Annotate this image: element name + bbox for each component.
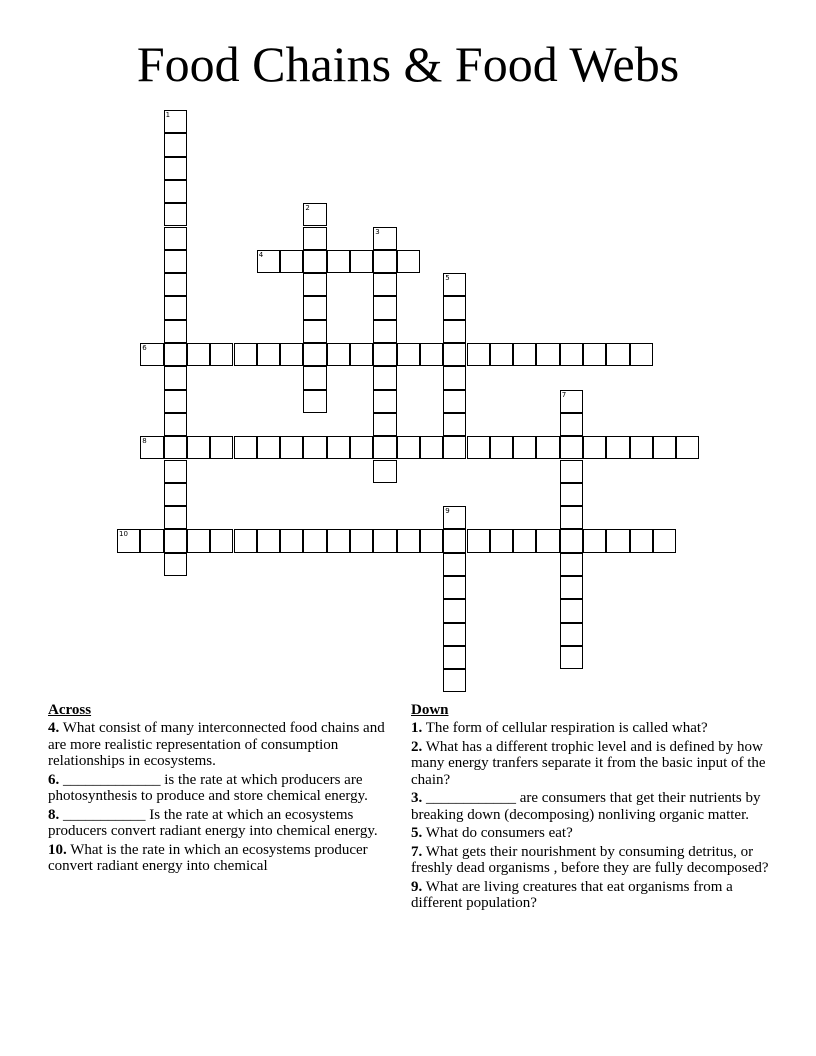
grid-cell[interactable] xyxy=(164,366,187,389)
grid-cell[interactable] xyxy=(164,296,187,319)
grid-cell[interactable] xyxy=(234,343,257,366)
grid-cell[interactable] xyxy=(373,250,396,273)
grid-cell[interactable] xyxy=(630,436,653,459)
clue-across-10: 10. What is the rate in which an ecosystems producer convert radiant energy into chemical xyxy=(48,841,368,874)
grid-cell[interactable] xyxy=(140,436,163,459)
grid-cell[interactable] xyxy=(257,436,280,459)
grid-cell[interactable] xyxy=(443,436,466,459)
grid-cell[interactable] xyxy=(210,529,233,552)
grid-cell[interactable] xyxy=(420,436,443,459)
grid-cell[interactable] xyxy=(164,529,187,552)
grid-cell[interactable] xyxy=(187,436,210,459)
grid-cell[interactable] xyxy=(373,436,396,459)
grid-cell[interactable] xyxy=(560,646,583,669)
grid-cell[interactable] xyxy=(397,250,420,273)
grid-cell[interactable] xyxy=(164,483,187,506)
clue-number: 4 xyxy=(258,250,264,259)
grid-cell[interactable] xyxy=(676,436,699,459)
clue-down-2: 2. What has a different trophic level and is defined by how many energy tranfers separate it from the basic input of the chain? xyxy=(411,738,766,788)
grid-cell[interactable] xyxy=(327,250,350,273)
page-title: Food Chains & Food Webs xyxy=(136,36,680,92)
grid-cell[interactable] xyxy=(443,553,466,576)
grid-cell[interactable] xyxy=(303,273,326,296)
grid-cell[interactable] xyxy=(210,436,233,459)
grid-cell[interactable] xyxy=(373,227,396,250)
grid-cell[interactable] xyxy=(490,343,513,366)
grid-cell[interactable] xyxy=(560,483,583,506)
clue-down-7: 7. What gets their nourishment by consuming detritus, or freshly dead organisms , before they are fully decomposed? xyxy=(411,843,769,876)
grid-cell[interactable] xyxy=(560,460,583,483)
clue-number: 1 xyxy=(165,111,171,119)
clue-across-4: 4. What consist of many interconnected food chains and are more realistic representation of consumption relationships in ecosystems. xyxy=(48,720,385,769)
grid-cell[interactable] xyxy=(560,343,583,366)
grid-cell[interactable] xyxy=(467,529,490,552)
grid-cell[interactable] xyxy=(303,436,326,459)
grid-cell[interactable] xyxy=(164,320,187,343)
down-clues xyxy=(411,702,771,914)
grid-cell[interactable] xyxy=(164,250,187,273)
grid-cell[interactable] xyxy=(164,390,187,413)
grid-cell[interactable] xyxy=(536,343,559,366)
grid-cell[interactable] xyxy=(467,436,490,459)
grid-cell[interactable] xyxy=(443,296,466,319)
grid-cell[interactable] xyxy=(560,413,583,436)
grid-cell[interactable] xyxy=(420,529,443,552)
grid-cell[interactable] xyxy=(164,460,187,483)
grid-cell[interactable] xyxy=(350,250,373,273)
grid-cell[interactable] xyxy=(164,157,187,180)
grid-cell[interactable] xyxy=(303,296,326,319)
grid-cell[interactable] xyxy=(117,529,140,552)
grid-cell[interactable] xyxy=(513,529,536,552)
grid-cell[interactable] xyxy=(373,366,396,389)
grid-cell[interactable] xyxy=(560,529,583,552)
clue-down-3: 3. ____________ are consumers that get their nutrients by breaking down (decomposing) nonliving organic matter. xyxy=(411,790,761,823)
grid-cell[interactable] xyxy=(420,343,443,366)
grid-cell[interactable] xyxy=(443,390,466,413)
grid-cell[interactable] xyxy=(164,273,187,296)
grid-cell[interactable] xyxy=(560,506,583,529)
grid-cell[interactable] xyxy=(443,366,466,389)
grid-cell[interactable] xyxy=(140,529,163,552)
grid-cell[interactable] xyxy=(303,250,326,273)
grid-cell[interactable] xyxy=(560,576,583,599)
clue-number: 7 xyxy=(561,390,567,399)
grid-cell[interactable] xyxy=(373,390,396,413)
grid-cell[interactable] xyxy=(536,436,559,459)
grid-cell[interactable] xyxy=(443,506,466,529)
grid-cell[interactable] xyxy=(164,553,187,576)
grid-cell[interactable] xyxy=(164,203,187,226)
grid-cell[interactable] xyxy=(373,460,396,483)
grid-cell[interactable] xyxy=(303,227,326,250)
grid-cell[interactable] xyxy=(443,576,466,599)
clue-number: 9 xyxy=(445,507,450,516)
grid-cell[interactable] xyxy=(443,623,466,646)
grid-cell[interactable] xyxy=(280,343,303,366)
grid-cell[interactable] xyxy=(303,203,326,226)
down-heading: Down xyxy=(411,702,449,718)
grid-cell[interactable] xyxy=(443,273,466,296)
grid-cell[interactable] xyxy=(280,529,303,552)
grid-cell[interactable] xyxy=(583,529,606,552)
grid-cell[interactable] xyxy=(443,669,466,692)
clue-down-9: 9. What are living creatures that eat organisms from a different population? xyxy=(411,878,733,911)
grid-cell[interactable] xyxy=(257,250,280,273)
grid-cell[interactable] xyxy=(490,529,513,552)
clue-across-6: 6. _____________ is the rate at which producers are photosynthesis to produce and store chemical energy. xyxy=(48,771,368,804)
grid-cell[interactable] xyxy=(164,413,187,436)
grid-cell[interactable] xyxy=(513,343,536,366)
grid-cell[interactable] xyxy=(536,529,559,552)
clue-number: 5 xyxy=(445,274,450,283)
grid-cell[interactable] xyxy=(234,529,257,552)
grid-cell[interactable] xyxy=(350,343,373,366)
grid-cell[interactable] xyxy=(653,529,676,552)
grid-cell[interactable] xyxy=(653,436,676,459)
grid-cell[interactable] xyxy=(630,343,653,366)
grid-cell[interactable] xyxy=(467,343,490,366)
clue-number: 3 xyxy=(375,227,380,236)
grid-cell[interactable] xyxy=(373,320,396,343)
grid-cell[interactable] xyxy=(373,413,396,436)
grid-cell[interactable] xyxy=(164,133,187,156)
grid-cell[interactable] xyxy=(490,436,513,459)
grid-cell[interactable] xyxy=(164,343,187,366)
grid-cell[interactable] xyxy=(443,646,466,669)
grid-cell[interactable] xyxy=(257,343,280,366)
grid-cell[interactable] xyxy=(164,180,187,203)
grid-cell[interactable] xyxy=(583,343,606,366)
grid-cell[interactable] xyxy=(560,390,583,413)
grid-cell[interactable] xyxy=(234,436,257,459)
grid-cell[interactable] xyxy=(210,343,233,366)
grid-cell[interactable] xyxy=(560,599,583,622)
clue-number: 10 xyxy=(119,530,128,539)
grid-cell[interactable] xyxy=(303,529,326,552)
grid-cell[interactable] xyxy=(303,366,326,389)
grid-cell[interactable] xyxy=(513,436,536,459)
grid-cell[interactable] xyxy=(350,529,373,552)
clue-number: 2 xyxy=(305,204,310,213)
clue-across-8: 8. ___________ Is the rate at which an ecosystems producers convert radiant energy into chemical energy. xyxy=(48,806,378,839)
grid-cell[interactable] xyxy=(327,436,350,459)
across-heading: Across xyxy=(48,702,92,718)
grid-cell[interactable] xyxy=(280,436,303,459)
grid-cell[interactable] xyxy=(164,506,187,529)
grid-cell[interactable] xyxy=(397,436,420,459)
clue-number: 6 xyxy=(142,344,147,352)
grid-cell[interactable] xyxy=(560,553,583,576)
grid-cell[interactable] xyxy=(350,436,373,459)
grid-cell[interactable] xyxy=(327,529,350,552)
grid-cell[interactable] xyxy=(630,529,653,552)
clue-down-1: 1. The form of cellular respiration is called what? xyxy=(411,720,708,736)
grid-cell[interactable] xyxy=(606,343,629,366)
grid-cell[interactable] xyxy=(560,623,583,646)
grid-cell[interactable] xyxy=(303,343,326,366)
grid-cell[interactable] xyxy=(397,529,420,552)
grid-cell[interactable] xyxy=(164,436,187,459)
grid-cell[interactable] xyxy=(560,436,583,459)
grid-cell[interactable] xyxy=(164,110,187,133)
grid-cell[interactable] xyxy=(583,436,606,459)
grid-cell[interactable] xyxy=(443,343,466,366)
grid-cell[interactable] xyxy=(257,529,280,552)
across-clues xyxy=(48,702,388,877)
grid-cell[interactable] xyxy=(327,343,350,366)
grid-cell[interactable] xyxy=(373,529,396,552)
grid-cell[interactable] xyxy=(606,529,629,552)
grid-cell[interactable] xyxy=(280,250,303,273)
grid-cell[interactable] xyxy=(606,436,629,459)
grid-cell[interactable] xyxy=(303,320,326,343)
grid-cell[interactable] xyxy=(443,413,466,436)
grid-cell[interactable] xyxy=(187,343,210,366)
grid-cell[interactable] xyxy=(397,343,420,366)
grid-cell[interactable] xyxy=(443,320,466,343)
grid-cell[interactable] xyxy=(373,343,396,366)
grid-cell[interactable] xyxy=(140,343,163,366)
grid-cell[interactable] xyxy=(373,296,396,319)
grid-cell[interactable] xyxy=(187,529,210,552)
grid-cell[interactable] xyxy=(443,599,466,622)
grid-cell[interactable] xyxy=(373,273,396,296)
clue-down-5: 5. What do consumers eat? xyxy=(411,825,573,841)
grid-cell[interactable] xyxy=(303,390,326,413)
grid-cell[interactable] xyxy=(164,227,187,250)
grid-cell[interactable] xyxy=(443,529,466,552)
clue-number: 8 xyxy=(142,437,147,446)
